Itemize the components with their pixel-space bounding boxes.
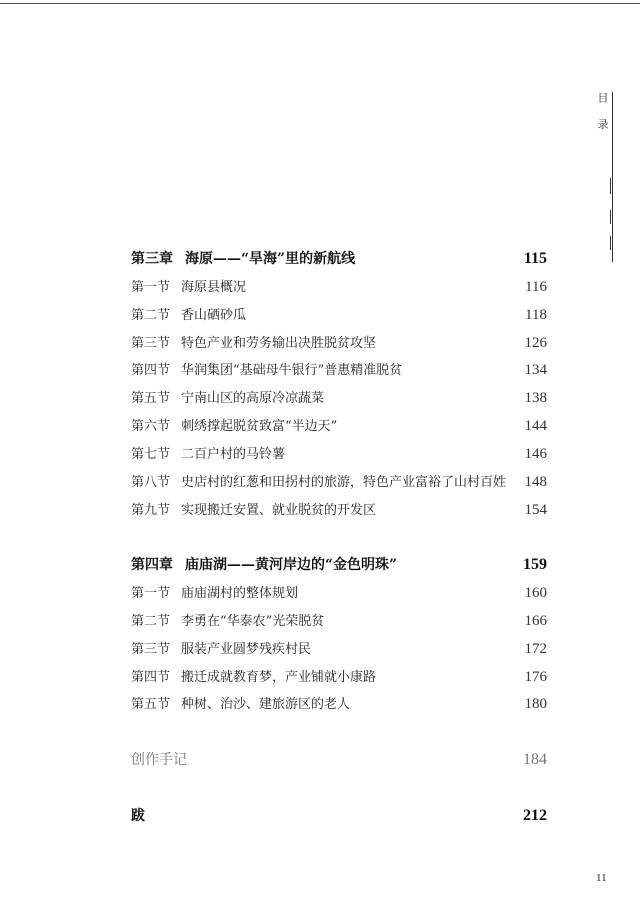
section-label: 第二节	[131, 614, 171, 629]
section-label: 第二节	[131, 308, 171, 323]
side-tick	[610, 210, 611, 224]
page-number: 126	[524, 335, 547, 351]
page-number: 154	[524, 502, 547, 518]
chapter-title: 庙庙湖——黄河岸边的“金色明珠”	[185, 557, 398, 573]
section-label: 第九节	[131, 503, 171, 518]
section-title: 实现搬迁安置、就业脱贫的开发区	[181, 503, 377, 518]
section-title: 搬迁成就教育梦，产业铺就小康路	[181, 670, 377, 685]
page-number: 146	[524, 446, 547, 462]
section-label: 第四节	[131, 670, 171, 685]
notes-title: 创作手记	[131, 752, 187, 768]
section-title: 二百户村的马铃薯	[181, 447, 286, 462]
chapter-label: 第四章	[131, 557, 173, 573]
page-number: 144	[524, 418, 547, 434]
page-number: 159	[523, 556, 547, 573]
toc-section[interactable]	[131, 304, 547, 324]
section-label: 第五节	[131, 391, 171, 406]
chapter-label: 第三章	[131, 251, 173, 267]
toc-section[interactable]	[131, 443, 547, 463]
page-number: 172	[524, 641, 547, 657]
toc-notes[interactable]	[131, 749, 547, 769]
toc-section[interactable]	[131, 666, 547, 686]
side-rule	[612, 92, 613, 262]
section-label: 第一节	[131, 586, 171, 601]
section-label: 第四节	[131, 363, 171, 378]
side-section-title: 目 录	[596, 92, 609, 136]
section-title: 种树、治沙、建旅游区的老人	[181, 697, 351, 712]
section-title: 刺绣撑起脱贫致富“半边天”	[181, 419, 338, 434]
section-title: 史店村的红葱和田拐村的旅游，特色产业富裕了山村百姓	[181, 475, 507, 490]
toc-section[interactable]	[131, 499, 547, 519]
section-label: 第三节	[131, 336, 171, 351]
section-label: 第七节	[131, 447, 171, 462]
section-label: 第八节	[131, 475, 171, 490]
section-label: 第五节	[131, 697, 171, 712]
page-number: 166	[524, 613, 547, 629]
section-title: 华润集团“基础母牛银行”普惠精准脱贫	[181, 363, 403, 378]
section-title: 特色产业和劳务输出决胜脱贫攻坚	[181, 336, 377, 351]
section-label: 第六节	[131, 419, 171, 434]
toc-section[interactable]	[131, 638, 547, 658]
page-number: 115	[523, 250, 547, 267]
section-label: 第一节	[131, 280, 171, 295]
page-number: 116	[525, 279, 547, 295]
section-title: 李勇在“华泰农”光荣脱贫	[181, 614, 325, 629]
page-number: 184	[523, 751, 547, 768]
section-title: 庙庙湖村的整体规划	[181, 586, 299, 601]
folio-page-number: 11	[596, 872, 607, 884]
top-rule	[0, 3, 640, 4]
page-number: 212	[523, 807, 547, 824]
page-number: 134	[524, 362, 547, 378]
toc-chapter-4[interactable]	[131, 554, 547, 574]
chapter-title: 海原——“旱海”里的新航线	[185, 251, 356, 267]
toc-section[interactable]	[131, 582, 547, 602]
section-label: 第三节	[131, 642, 171, 657]
page-number: 160	[524, 585, 547, 601]
side-tick	[610, 236, 611, 250]
toc-section[interactable]	[131, 610, 547, 630]
toc-section[interactable]	[131, 415, 547, 435]
toc-postscript[interactable]	[131, 805, 547, 825]
toc-section[interactable]	[131, 276, 547, 296]
section-title: 香山硒砂瓜	[181, 308, 247, 323]
toc-section[interactable]	[131, 332, 547, 352]
toc-section[interactable]	[131, 471, 547, 491]
page-number: 118	[525, 307, 547, 323]
page-number: 148	[524, 474, 547, 490]
toc-section[interactable]	[131, 359, 547, 379]
page-number: 176	[524, 669, 547, 685]
toc-section[interactable]	[131, 693, 547, 713]
section-title: 宁南山区的高原冷凉蔬菜	[181, 391, 325, 406]
page-number: 138	[524, 390, 547, 406]
side-tick	[610, 178, 611, 194]
section-title: 服装产业圆梦残疾村民	[181, 642, 312, 657]
postscript-title: 跋	[131, 808, 145, 824]
page-number: 180	[524, 696, 547, 712]
section-title: 海原县概况	[181, 280, 247, 295]
toc-chapter-3[interactable]	[131, 248, 547, 268]
toc-section[interactable]	[131, 387, 547, 407]
